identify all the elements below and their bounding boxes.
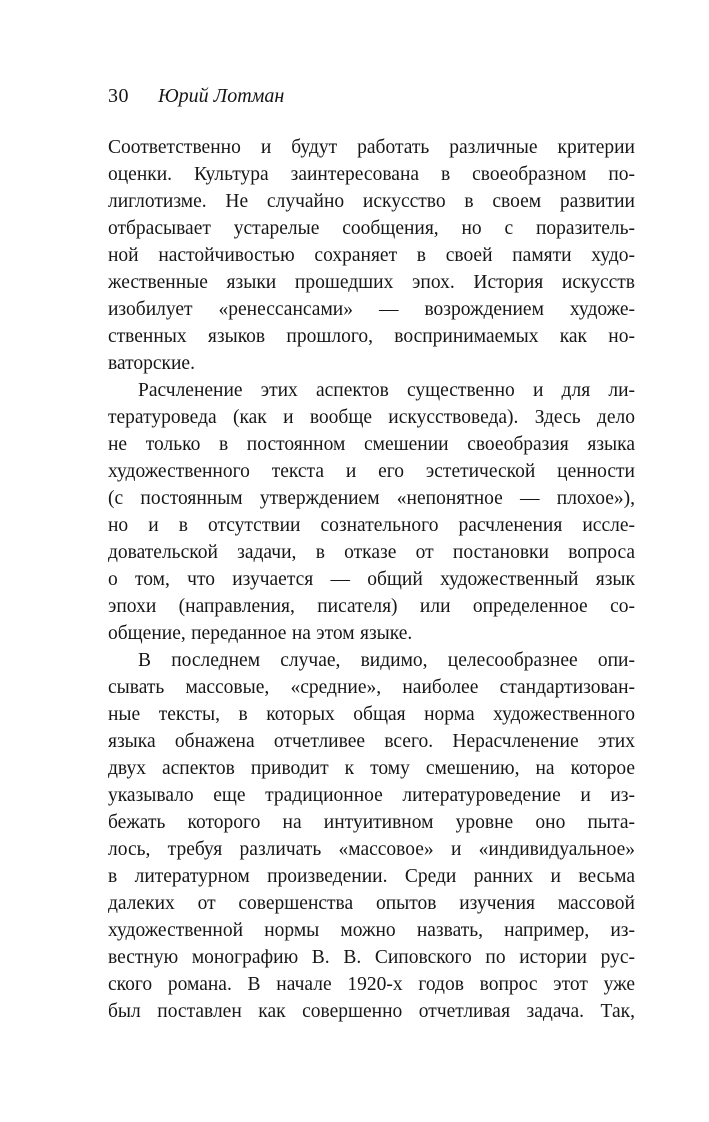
text-line: был поставлен как совершенно отчетливая задача. Так,: [108, 1001, 635, 1022]
text-line: жественные языки прошедших эпох. История искусств: [108, 272, 635, 293]
text-line: не только в постоянном смешении своеобразия языка: [108, 434, 635, 455]
text-line: тературоведа (как и вообще искусствоведа). Здесь дело: [108, 407, 635, 428]
text-line: Расчленение этих аспектов существенно и для ли-: [138, 380, 635, 401]
paragraph: [108, 647, 635, 1025]
page-text: [108, 134, 635, 1025]
text-line: художественной нормы можно назвать, например, из-: [108, 920, 635, 941]
text-line: в литературном произведении. Среди ранних и весьма: [108, 866, 635, 887]
text-line: Соответственно и будут работать различные критерии: [108, 137, 635, 158]
text-line: указывало еще традиционное литературоведение и из-: [108, 785, 635, 806]
text-line: оценки. Культура заинтересована в своеобразном по-: [108, 164, 635, 185]
text-line: бежать которого на интуитивном уровне оно пыта-: [108, 812, 635, 833]
text-line: ные тексты, в которых общая норма художественного: [108, 704, 635, 725]
text-line: изобилует «ренессансами» — возрождением художе-: [108, 299, 635, 320]
text-line: языка обнажена отчетливее всего. Нерасчленение этих: [108, 731, 635, 752]
text-line: В последнем случае, видимо, целесообразнее опи-: [138, 650, 635, 671]
text-line: сывать массовые, «средние», наиболее стандартизован-: [108, 677, 635, 698]
paragraph: [108, 377, 635, 647]
text-line: художественного текста и его эстетической ценности: [108, 461, 635, 482]
running-header-author: Юрий Лотман: [158, 85, 285, 107]
text-line: довательской задачи, в отказе от постановки вопроса: [108, 542, 635, 563]
text-line: но и в отсутствии сознательного расчленения иссле-: [108, 515, 635, 536]
text-line: лось, требуя различать «массовое» и «индивидуальное»: [108, 839, 635, 860]
text-line: далеких от совершенства опытов изучения массовой: [108, 893, 635, 914]
text-line: ной настойчивостью сохраняет в своей памяти худо-: [108, 245, 635, 266]
text-line: вестную монографию В. В. Сиповского по истории рус-: [108, 947, 635, 968]
paragraph: [108, 134, 635, 377]
text-line: ваторские.: [108, 353, 195, 374]
text-line: (с постоянным утверждением «непонятное — плохое»),: [108, 488, 635, 509]
text-line: лиглотизме. Не случайно искусство в своем развитии: [108, 191, 635, 212]
text-line: двух аспектов приводит к тому смешению, на которое: [108, 758, 635, 779]
text-line: отбрасывает устарелые сообщения, но с поразитель-: [108, 218, 635, 239]
text-line: ственных языков прошлого, воспринимаемых как но-: [108, 326, 635, 347]
running-header: [108, 84, 635, 108]
text-line: эпохи (направления, писателя) или определенное со-: [108, 596, 635, 617]
page-number: 30: [108, 85, 129, 107]
text-line: о том, что изучается — общий художественный язык: [108, 569, 635, 590]
text-line: ского романа. В начале 1920-х годов вопрос этот уже: [108, 974, 635, 995]
text-line: общение, переданное на этом языке.: [108, 623, 413, 644]
